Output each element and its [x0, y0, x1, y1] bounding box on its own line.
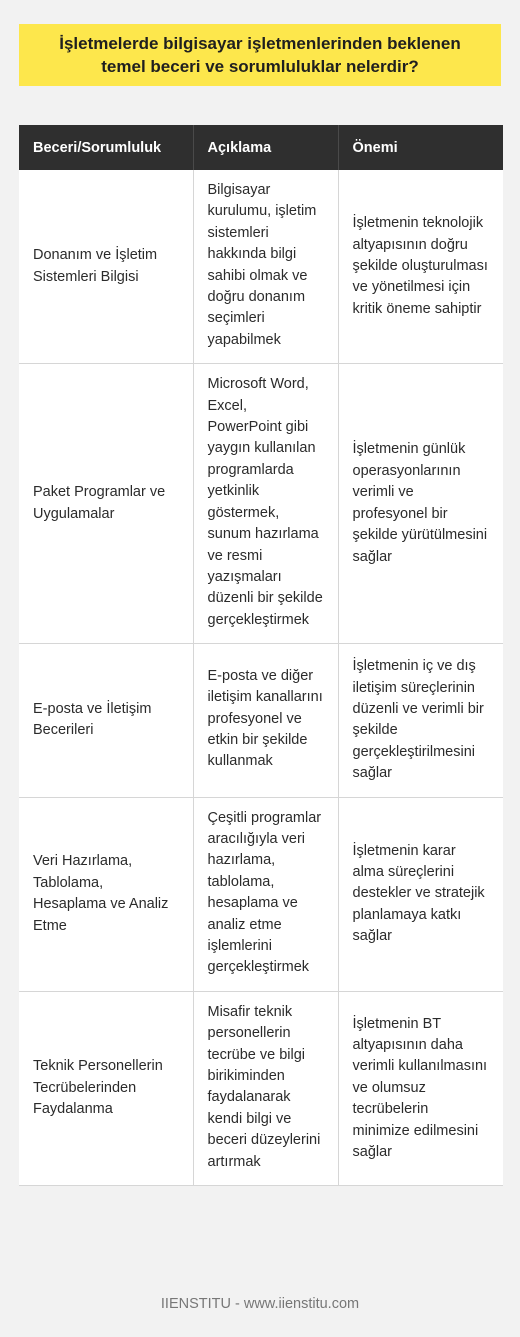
cell-description: Çeşitli programlar aracılığıyla veri hazırlama, tablolama, hesaplama ve analiz etme işlemlerini gerçekleştirmek: [193, 797, 338, 991]
title-banner: [19, 24, 501, 86]
cell-importance: İşletmenin karar alma süreçlerini destekler ve stratejik planlamaya katkı sağlar: [338, 797, 503, 991]
cell-importance: İşletmenin iç ve dış iletişim süreçlerinin düzenli ve verimli bir şekilde gerçekleştirilmesini sağlar: [338, 644, 503, 797]
cell-skill: Teknik Personellerin Tecrübelerinden Faydalanma: [19, 991, 193, 1185]
cell-importance: İşletmenin teknolojik altyapısının doğru şekilde oluşturulması ve yönetilmesi için kritik öneme sahiptir: [338, 170, 503, 364]
table-header: [19, 125, 503, 170]
page-title: İşletmelerde bilgisayar işletmenlerinden beklenen temel beceri ve sorumluluklar nelerdir?: [59, 34, 461, 76]
cell-skill: Paket Programlar ve Uygulamalar: [19, 364, 193, 644]
skills-table: [19, 125, 503, 1186]
cell-importance: İşletmenin günlük operasyonlarının verimli ve profesyonel bir şekilde yürütülmesini sağlar: [338, 364, 503, 644]
header-description: Açıklama: [193, 125, 338, 170]
header-importance: Önemi: [338, 125, 503, 170]
table-row: [19, 644, 503, 797]
cell-skill: Donanım ve İşletim Sistemleri Bilgisi: [19, 170, 193, 364]
table-body: [19, 170, 503, 1186]
table-row: [19, 797, 503, 991]
cell-skill: E-posta ve İletişim Becerileri: [19, 644, 193, 797]
table-row: [19, 170, 503, 364]
header-skill: Beceri/Sorumluluk: [19, 125, 193, 170]
footer-credit: IIENSTITU - www.iienstitu.com: [160, 1296, 360, 1312]
table-row: [19, 991, 503, 1185]
table-row: [19, 364, 503, 644]
header-row: [19, 125, 503, 170]
cell-description: E-posta ve diğer iletişim kanallarını profesyonel ve etkin bir şekilde kullanmak: [193, 644, 338, 797]
cell-importance: İşletmenin BT altyapısının daha verimli kullanılmasını ve olumsuz tecrübelerin minimize edilmesini sağlar: [338, 991, 503, 1185]
cell-description: Microsoft Word, Excel, PowerPoint gibi yaygın kullanılan programlarda yetkinlik göstermek, sunum hazırlama ve resmi yazışmaları düzenli bir şekilde gerçekleştirmek: [193, 364, 338, 644]
cell-skill: Veri Hazırlama, Tablolama, Hesaplama ve Analiz Etme: [19, 797, 193, 991]
cell-description: Bilgisayar kurulumu, işletim sistemleri hakkında bilgi sahibi olmak ve doğru donanım seçimleri yapabilmek: [193, 170, 338, 364]
cell-description: Misafir teknik personellerin tecrübe ve bilgi birikiminden faydalanarak kendi bilgi ve beceri düzeylerini artırmak: [193, 991, 338, 1185]
